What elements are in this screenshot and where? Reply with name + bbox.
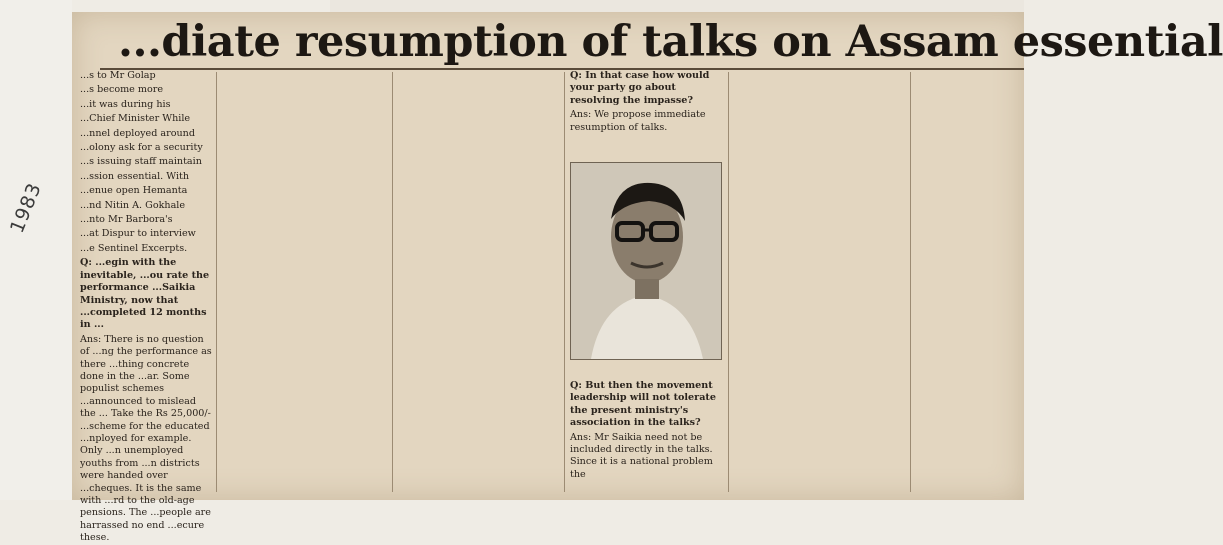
column-divider: [216, 72, 217, 492]
paragraph-text: ...s issuing staff maintain: [80, 156, 202, 168]
paragraph-text: ...olony ask for a security: [80, 142, 203, 154]
paragraph-text: ...s become more: [80, 84, 164, 96]
page-margin: [0, 0, 72, 500]
answer-text: Ans: We propose immediate resumption of talks.: [570, 109, 706, 133]
column-3: [398, 70, 558, 490]
column-6: [916, 70, 1024, 490]
paragraph-text: ...nto Mr Barbora's: [80, 214, 173, 226]
question-text: Q: But then the movement leadership will not tolerate the present ministry's association in the talks?: [570, 380, 716, 429]
answer-text: Ans: Mr Saikia need not be included directly in the talks. Since it is a national problem the: [570, 431, 713, 480]
paragraph-text: ...at Dispur to interview: [80, 228, 196, 240]
column-divider: [728, 72, 729, 492]
column-divider: [910, 72, 911, 492]
column-4-bottom: [570, 380, 722, 492]
column-5: [734, 70, 902, 490]
paragraph-text: ...nnel deployed around: [80, 127, 195, 139]
column-divider: [564, 72, 565, 492]
headline: ...diate resumption of talks on Assam essential: [118, 17, 1223, 67]
column-divider: [392, 72, 393, 492]
paragraph-text: Ans: There is no question of ...ng the performance as there ...thing concrete done in the ...ar. Some populist schemes ...announced to mislead the ... Take the Rs 25,000/- ...scheme for the educated ...nployed for example. Only ...n unemployed youths from ...n districts were handed over ...cheques. It is the same with ...rd to the old-age pensions. The ...people are harrassed no end ...ecure these.: [80, 333, 212, 544]
handwritten-year: 1983: [6, 179, 47, 237]
paragraph-text: ...nd Nitin A. Gokhale: [80, 199, 186, 211]
top-strip: [330, 0, 1024, 12]
paragraph-text: ...e Sentinel Excerpts.: [80, 242, 188, 254]
paragraph-text: ...ssion essential. With: [80, 170, 190, 182]
paragraph-text: ...Chief Minister While: [80, 113, 191, 125]
paragraph-text: ...it was during his: [80, 98, 171, 110]
portrait-photo: [570, 162, 722, 360]
column-1: [80, 70, 212, 544]
question-text: Q: ...egin with the inevitable, ...ou rate the performance ...Saikia Ministry, now that ...completed 12 months in ...: [80, 257, 210, 331]
question-text: Q: In that case how would your party go about resolving the impasse?: [570, 70, 710, 106]
column-2: [222, 70, 386, 490]
portrait-image: [571, 163, 721, 359]
paragraph-text: ...enue open Hemanta: [80, 185, 188, 197]
paragraph-text: ...s to Mr Golap: [80, 70, 156, 81]
column-4-top: [570, 70, 722, 160]
